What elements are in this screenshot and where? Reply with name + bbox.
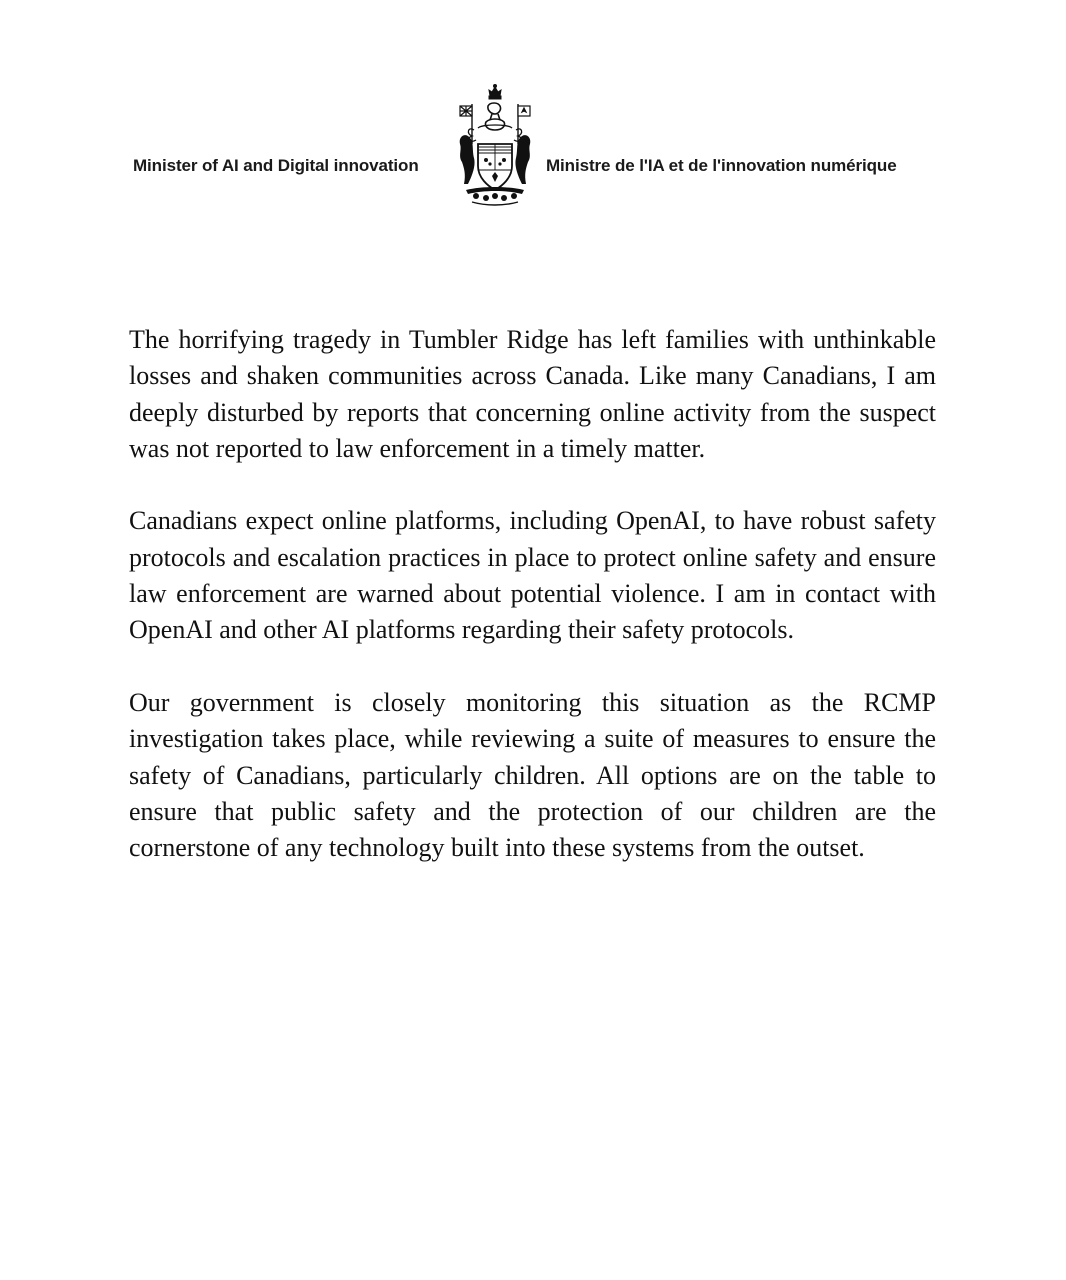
- minister-title-french: Ministre de l'IA et de l'innovation numérique: [546, 156, 897, 175]
- coat-of-arms-icon: [452, 84, 538, 206]
- statement-paragraph: The horrifying tragedy in Tumbler Ridge has left families with unthinkable losses and shaken communities across Canada. Like many Canadians, I am deeply disturbed by reports that concerning online activity from the suspect was not reported to law enforcement in a timely matter.: [129, 325, 936, 463]
- minister-title-english: Minister of AI and Digital innovation: [133, 156, 419, 175]
- statement-paragraph: Canadians expect online platforms, including OpenAI, to have robust safety protocols and escalation practices in place to protect online safety and ensure law enforcement are warned about potential violence. I am in contact with OpenAI and other AI platforms regarding their safety protocols.: [129, 506, 936, 645]
- statement-paragraph: Our government is closely monitoring this situation as the RCMP investigation takes place, while reviewing a suite of measures to ensure the safety of Canadians, particularly children. All options are on the table to ensure that public safety and the protection of our children are the cornerstone of any technology built into these systems from the outset.: [129, 687, 936, 863]
- statement-body: [129, 322, 936, 903]
- letterhead: [0, 84, 1066, 208]
